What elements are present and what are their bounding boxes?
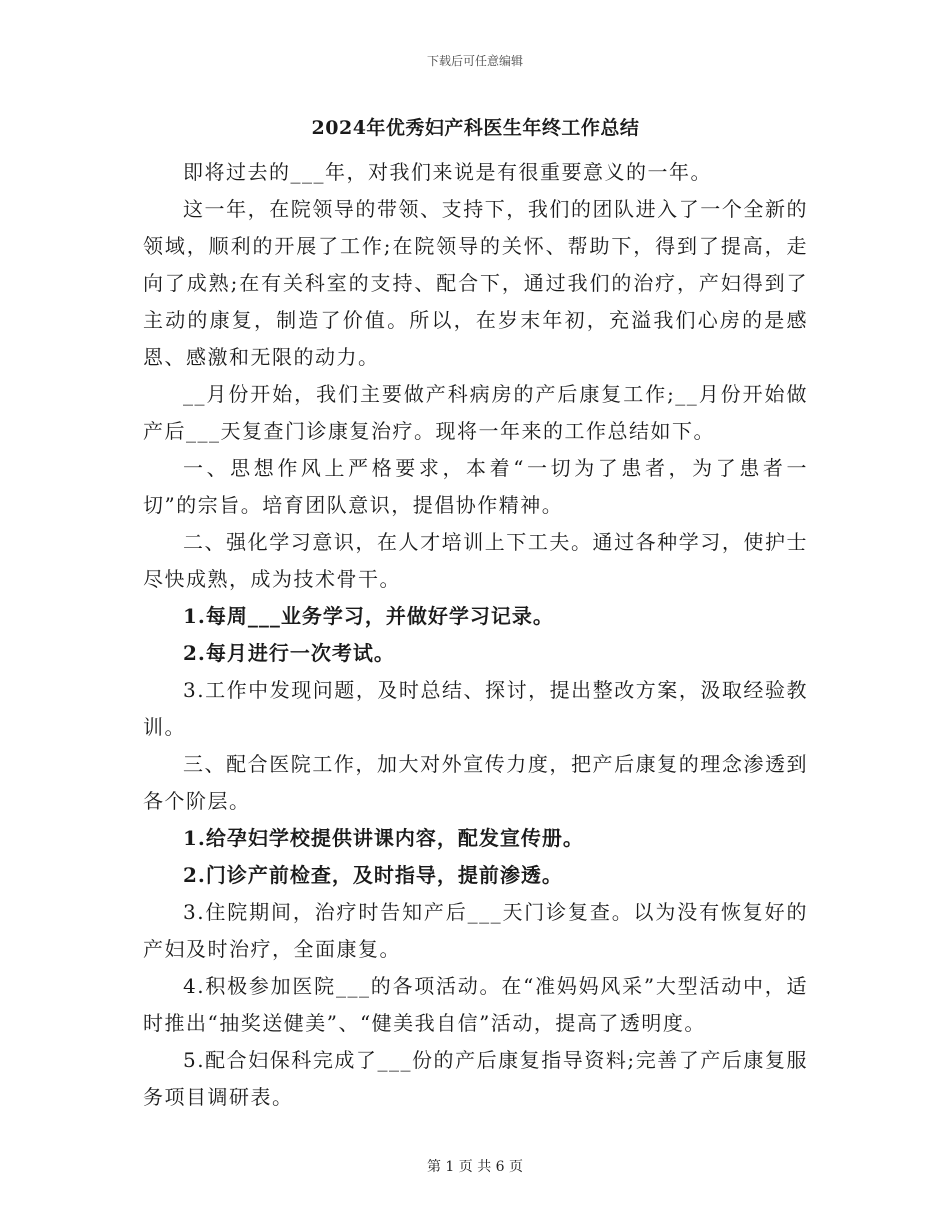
- paragraph: 即将过去的___年，对我们来说是有很重要意义的一年。: [183, 160, 712, 184]
- paragraph: 这一年，在院领导的带领、支持下，我们的团队进入了一个全新的领域，顺利的开展了工作;在院领导的关怀、帮助下，得到了提高，走向了成熟;在有关科室的支持、配合下，通过我们的治疗，产妇得到了主动的康复，制造了价值。所以，在岁末年初，充溢我们心房的是感恩、感激和无限的动力。: [143, 197, 808, 369]
- paragraph: 二、强化学习意识，在人才培训上下工夫。通过各种学习，使护士尽快成熟，成为技术骨干。: [143, 530, 808, 591]
- paragraph: 一、思想作风上严格要求，本着“一切为了患者，为了患者一切”的宗旨。培育团队意识，提倡协作精神。: [143, 456, 808, 517]
- list-item: 4.积极参加医院___的各项活动。在“准妈妈风采”大型活动中，适时推出“抽奖送健美”、“健美我自信”活动，提高了透明度。: [143, 974, 808, 1035]
- document-body: [143, 112, 808, 1116]
- document-title: 2024年优秀妇产科医生年终工作总结: [311, 117, 640, 139]
- list-item: 2.门诊产前检查，及时指导，提前渗透。: [183, 863, 563, 887]
- page-header: 下载后可任意编辑: [426, 54, 523, 68]
- list-item: 5.配合妇保科完成了___份的产后康复指导资料;完善了产后康复服务项目调研表。: [143, 1048, 808, 1109]
- paragraph: 三、配合医院工作，加大对外宣传力度，把产后康复的理念渗透到各个阶层。: [143, 752, 808, 813]
- list-item: 3.住院期间，治疗时告知产后___天门诊复查。以为没有恢复好的产妇及时治疗，全面康复。: [143, 900, 808, 961]
- list-item: 1.给孕妇学校提供讲课内容，配发宣传册。: [183, 826, 584, 850]
- page-number: 第 1 页 共 6 页: [426, 1159, 524, 1175]
- list-item: 3.工作中发现问题，及时总结、探讨，提出整改方案，汲取经验教训。: [143, 678, 808, 739]
- list-item: 2.每月进行一次考试。: [183, 641, 395, 665]
- list-item: 1.每周___业务学习，并做好学习记录。: [183, 604, 554, 628]
- paragraph: __月份开始，我们主要做产科病房的产后康复工作;__月份开始做产后___天复查门诊康复治疗。现将一年来的工作总结如下。: [143, 382, 808, 443]
